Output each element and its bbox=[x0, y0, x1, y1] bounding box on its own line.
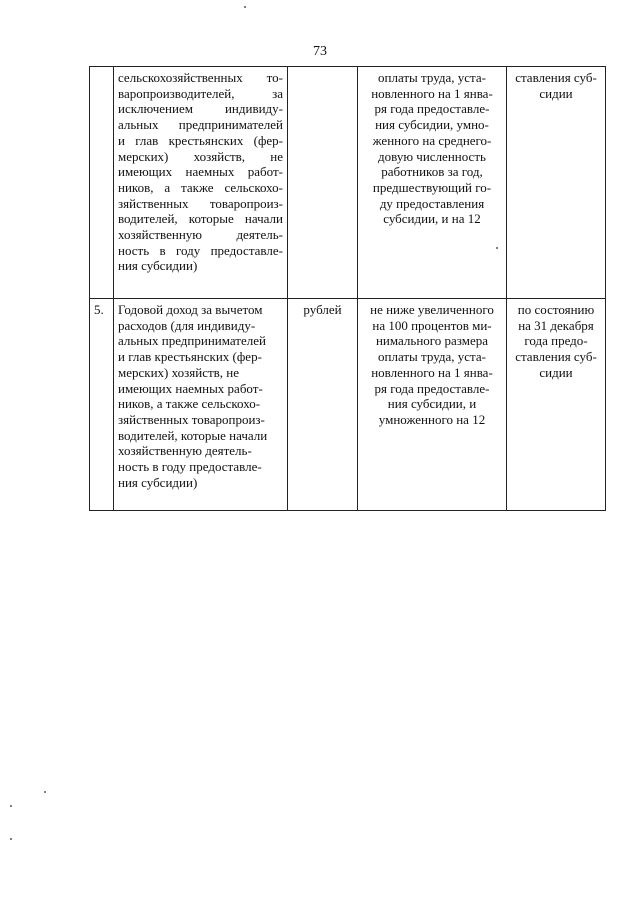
cell-indicator-name-line: ность в году предоставле- bbox=[118, 242, 283, 258]
scan-speck bbox=[10, 838, 12, 840]
cell-value-line: ния субсидии, и bbox=[387, 396, 477, 412]
cell-value-line: предшествующий го- bbox=[372, 179, 492, 195]
cell-indicator-name-line: имеющих наемных работ- bbox=[118, 164, 283, 180]
scan-speck bbox=[44, 791, 46, 793]
cell-value bbox=[358, 299, 507, 511]
cell-date bbox=[507, 67, 606, 299]
cell-indicator-name-line: хозяйственную деятель- bbox=[118, 227, 283, 243]
cell-unit: рублей bbox=[288, 299, 358, 511]
cell-indicator-name-line: сельскохозяйственных то- bbox=[118, 70, 283, 85]
cell-value-line: женного на среднего- bbox=[372, 132, 492, 148]
cell-indicator-name-line: альных предпринимателей bbox=[118, 117, 283, 133]
cell-value-line: субсидии, и на 12 bbox=[383, 211, 481, 227]
cell-date-line: ставления суб- bbox=[515, 349, 597, 365]
cell-indicator-name-line: зяйственных товаропроиз- bbox=[118, 411, 265, 427]
scan-speck bbox=[244, 6, 246, 8]
cell-indicator-name-line: мерских) хозяйств, не bbox=[118, 148, 283, 164]
cell-date-line: сидии bbox=[539, 85, 573, 101]
cell-indicator-name-line: варопроизводителей, за bbox=[118, 85, 283, 101]
cell-indicator-name-line: и глав крестьянских (фер- bbox=[118, 349, 262, 365]
cell-indicator-name bbox=[114, 299, 288, 511]
cell-indicator-name-line: ния субсидии) bbox=[118, 258, 198, 274]
cell-value-line: нимального размера bbox=[375, 333, 489, 349]
cell-indicator-name-line: ников, а также сельскохо- bbox=[118, 179, 283, 195]
cell-value-line: оплаты труда, уста- bbox=[378, 349, 486, 365]
cell-unit bbox=[288, 67, 358, 299]
cell-indicator-name-line: Годовой доход за вычетом bbox=[118, 302, 263, 317]
cell-indicator-name-line: ность в году предоставле- bbox=[118, 459, 262, 475]
cell-value-line: ния субсидии, умно- bbox=[375, 117, 489, 133]
criteria-table bbox=[89, 66, 606, 511]
table-row bbox=[90, 299, 606, 511]
cell-date bbox=[507, 299, 606, 511]
cell-date-line: по состоянию bbox=[517, 302, 595, 317]
cell-indicator-name-line: хозяйственную деятель- bbox=[118, 443, 252, 459]
cell-indicator-name-line: мерских) хозяйств, не bbox=[118, 364, 240, 380]
cell-value-line: довую численность bbox=[378, 148, 486, 164]
cell-value-line: умноженного на 12 bbox=[378, 411, 486, 427]
cell-indicator-name-line: водителей, которые начали bbox=[118, 427, 268, 443]
cell-value-line: оплаты труда, уста- bbox=[378, 70, 486, 85]
cell-value-line: новленного на 1 янва- bbox=[371, 85, 493, 101]
cell-value-line: ду предоставления bbox=[379, 195, 485, 211]
cell-number: 5. bbox=[90, 299, 114, 511]
cell-date-line: сидии bbox=[539, 364, 573, 380]
cell-value-line: ря года предоставле- bbox=[374, 380, 490, 396]
cell-indicator-name-line: и глав крестьянских (фер- bbox=[118, 132, 283, 148]
cell-value bbox=[358, 67, 507, 299]
cell-value-line: на 100 процентов ми- bbox=[372, 317, 492, 333]
scan-speck bbox=[496, 247, 498, 249]
page-number: 73 bbox=[313, 44, 327, 59]
cell-number bbox=[90, 67, 114, 299]
cell-indicator-name bbox=[114, 67, 288, 299]
cell-indicator-name-line: имеющих наемных работ- bbox=[118, 380, 263, 396]
cell-date-line: ставления суб- bbox=[515, 70, 597, 85]
cell-value-line: работников за год, bbox=[381, 164, 483, 180]
cell-indicator-name-line: расходов (для индивиду- bbox=[118, 317, 256, 333]
cell-indicator-name-line: водителей, которые начали bbox=[118, 211, 283, 227]
table-row bbox=[90, 67, 606, 299]
cell-indicator-name-line: ния субсидии) bbox=[118, 474, 198, 490]
cell-indicator-name-line: альных предпринимателей bbox=[118, 333, 266, 349]
cell-date-line: года предо- bbox=[524, 333, 588, 349]
cell-value-line: ря года предоставле- bbox=[374, 101, 490, 117]
cell-indicator-name-line: ников, а также сельскохо- bbox=[118, 396, 261, 412]
cell-indicator-name-line: зяйственных товаропроиз- bbox=[118, 195, 283, 211]
scan-speck bbox=[10, 805, 12, 807]
cell-indicator-name-line: исключением индивиду- bbox=[118, 101, 283, 117]
cell-date-line: на 31 декабря bbox=[518, 317, 594, 333]
cell-value-line: не ниже увеличенного bbox=[370, 302, 494, 317]
cell-value-line: новленного на 1 янва- bbox=[371, 364, 493, 380]
